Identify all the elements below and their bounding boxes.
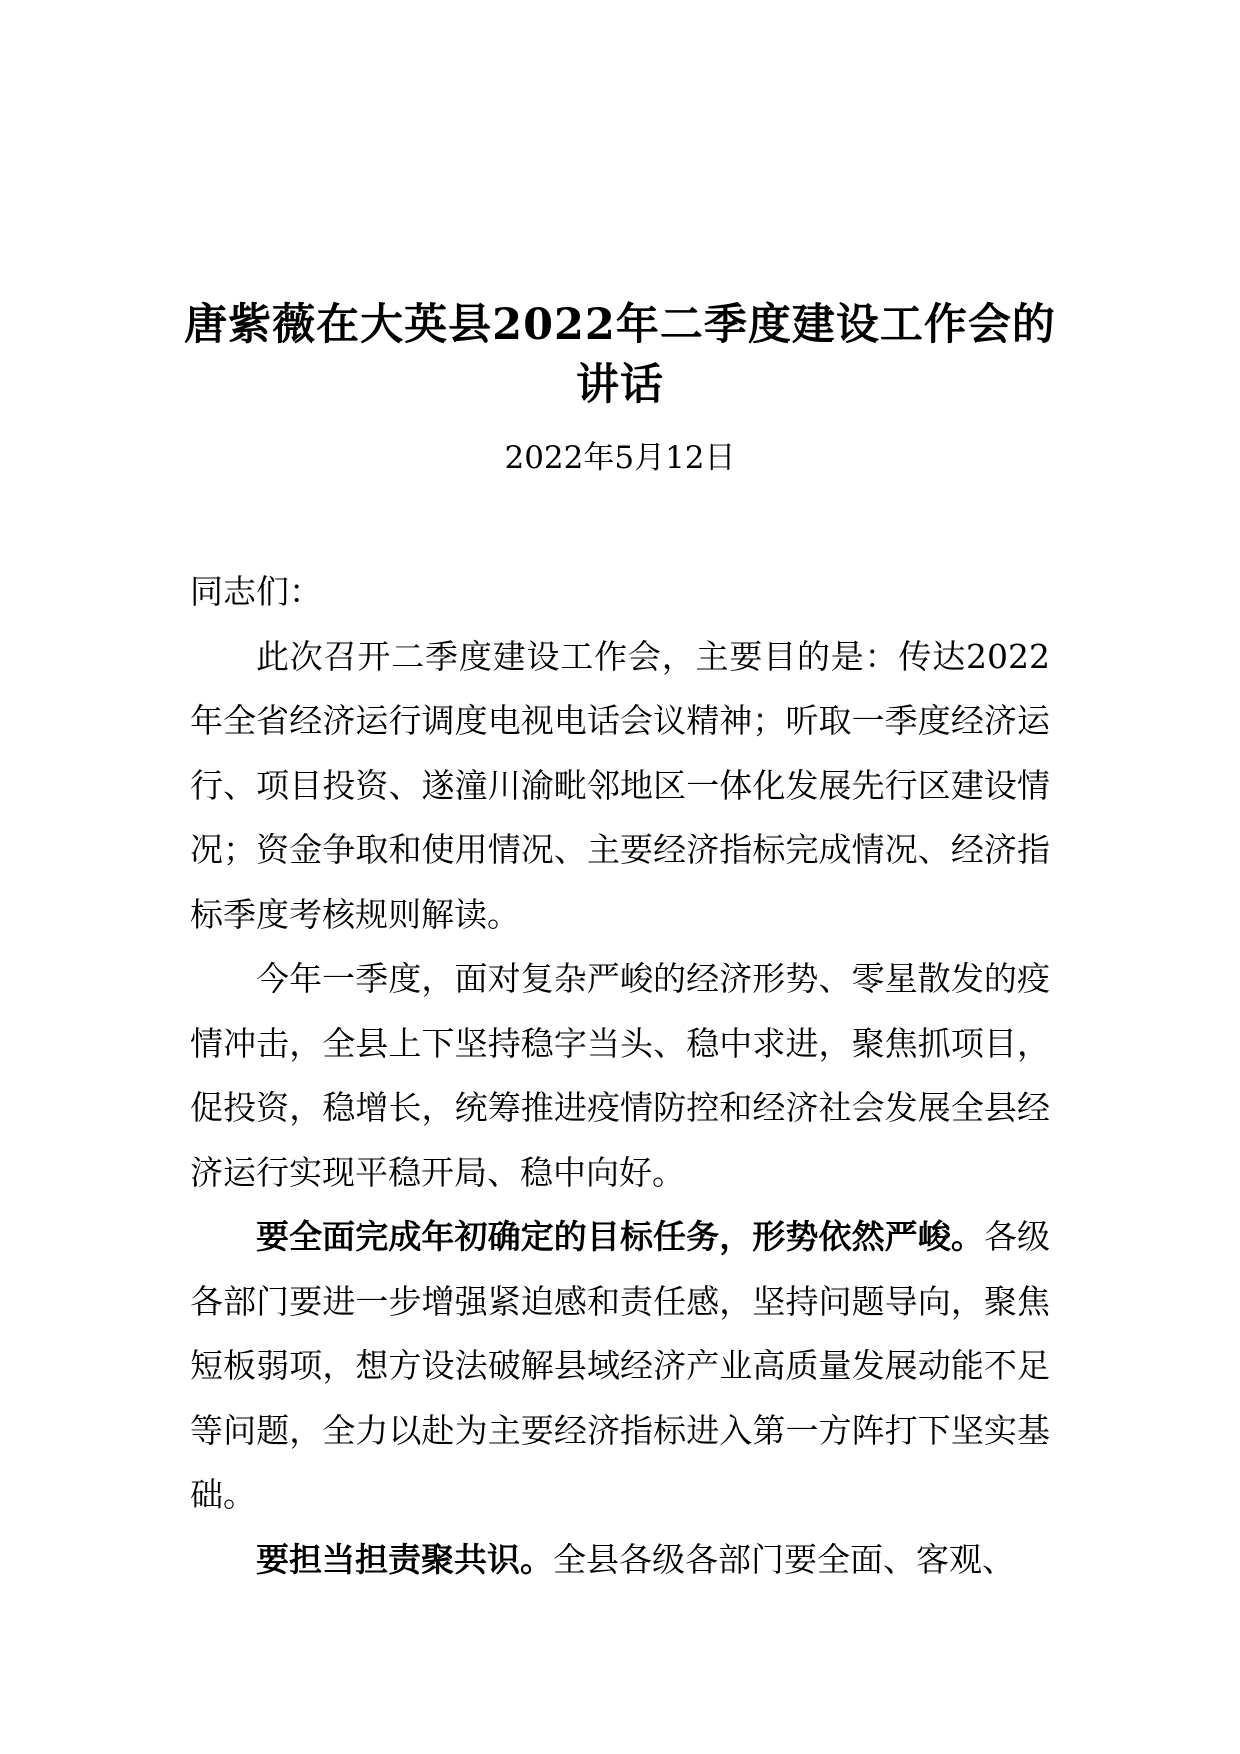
- paragraph-4: [190, 1528, 1050, 1593]
- document-date: 2022年5月12日: [504, 440, 736, 476]
- paragraph-text: 今年一季度，面对复杂严峻的经济形势、零星散发的疫情冲击，全县上下坚持稳字当头、稳中求进，聚焦抓项目，促投资，稳增长，统筹推进疫情防控和经济社会发展全县经济运行实现平稳开局、稳中向好。: [190, 959, 1050, 1192]
- document-title: 唐紫薇在大英县2022年二季度建设工作会的讲话: [184, 300, 1056, 410]
- paragraph-text: 全县各级各部门要全面、客观、: [553, 1539, 1015, 1579]
- paragraph-lead: 要全面完成年初确定的目标任务，形势依然严峻。: [256, 1217, 984, 1256]
- paragraph-3: [190, 1205, 1050, 1528]
- salutation: 同志们：: [190, 572, 322, 611]
- paragraph-2: [190, 947, 1050, 1205]
- paragraph-text: 各级各部门要进一步增强紧迫感和责任感，坚持问题导向，聚焦短板弱项，想方设法破解县域经济产业高质量发展动能不足等问题，全力以赴为主要经济指标进入第一方阵打下坚实基础。: [190, 1217, 1051, 1514]
- document-body: [190, 560, 1050, 1592]
- paragraph-1: [190, 625, 1050, 948]
- paragraph-text: 此次召开二季度建设工作会，主要目的是：传达2022年全省经济运行调度电视电话会议精神；听取一季度经济运行、项目投资、遂潼川渝毗邻地区一体化发展先行区建设情况；资金争取和使用情况、主要经济指标完成情况、经济指标季度考核规则解读。: [190, 636, 1050, 934]
- paragraph-lead: 要担当担责聚共识。: [256, 1539, 553, 1579]
